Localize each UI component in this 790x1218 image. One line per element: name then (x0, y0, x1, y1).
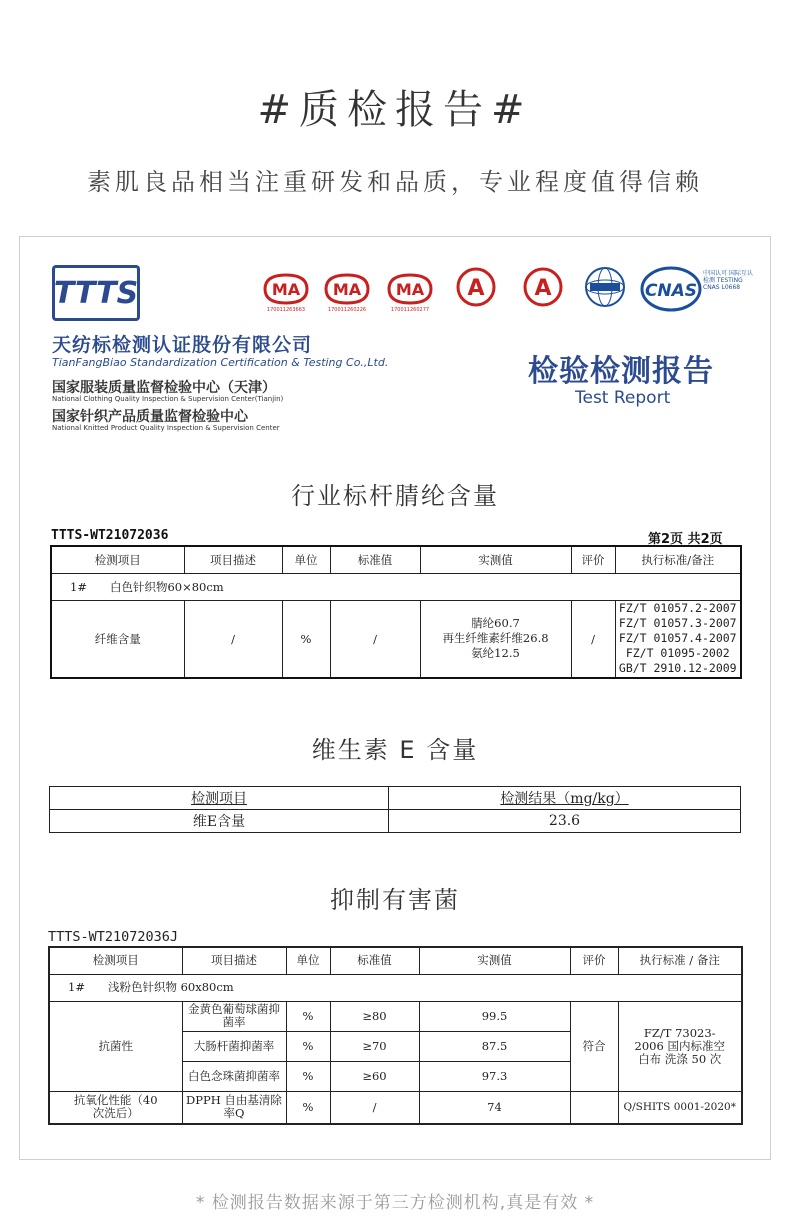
fiber-content-table (50, 545, 742, 679)
ma-number: 170011260226 (327, 307, 367, 313)
section-title-antibacterial: 抑制有害菌 (330, 886, 460, 914)
standard-line: FZ/T 01095-2002 (625, 646, 730, 661)
report-code: TTTS-WT21072036J (48, 929, 179, 945)
desc-cell: 白色念珠菌抑菌率 (182, 1061, 286, 1091)
center1-name-cn: 国家服装质量监督检验中心（天津） (52, 380, 276, 396)
standards-cell (615, 600, 741, 678)
standard-line: FZ/T 01057.2-2007 (618, 601, 737, 616)
item-cell: 纤维含量 (51, 600, 184, 678)
measured-line: 再生纤维素纤维26.8 (442, 631, 549, 646)
ttts-logo: TTTS (52, 265, 140, 321)
cal-mark-icon (455, 266, 497, 308)
footnote: * 检测报告数据来源于第三方检测机构,真是有效 * (195, 1193, 595, 1213)
header-cell: 单位 (286, 947, 330, 974)
desc-cell: DPPH 自由基清除率Q (182, 1091, 286, 1124)
measured-cell: 97.3 (419, 1061, 570, 1091)
cma-mark-icon (261, 272, 311, 306)
header-cell: 检测结果（mg/kg） (389, 787, 741, 810)
desc-cell: 大肠杆菌抑菌率 (182, 1031, 286, 1061)
header-cell: 实测值 (420, 546, 571, 573)
ma-number: 170011263663 (266, 307, 306, 313)
ma-label: MA (395, 280, 425, 299)
standard-cell: / (330, 1091, 419, 1124)
measured-cell: 99.5 (419, 1001, 570, 1031)
standard-line: FZ/T 01057.3-2007 (618, 616, 737, 631)
evaluation-cell (570, 1091, 618, 1124)
desc-cell: / (184, 600, 282, 678)
ma-label: MA (332, 280, 362, 299)
page-subtitle: 素肌良品相当注重研发和品质，专业程度值得信赖 (87, 168, 703, 196)
ma-label: MA (271, 280, 301, 299)
evaluation-cell: / (571, 600, 615, 678)
table-header-row (51, 546, 741, 573)
ma-number: 170011260277 (390, 307, 430, 313)
header-cell: 执行标准 / 备注 (618, 947, 742, 974)
ca-label: A (467, 276, 485, 301)
cma-mark-icon (322, 272, 372, 306)
section-title-vitamin-e: 维生素 E 含量 (311, 736, 479, 764)
header-cell: 评价 (571, 546, 615, 573)
header-cell: 评价 (570, 947, 618, 974)
center1-name-en: National Clothing Quality Inspection & Supervision Center(Tianjin) (52, 395, 284, 403)
page-title: #质检报告# (257, 87, 533, 133)
table-header-row (49, 947, 742, 974)
report-code: TTTS-WT21072036 (51, 528, 169, 543)
measured-cell: 74 (419, 1091, 570, 1124)
ca-label: A (534, 276, 552, 301)
evaluation-cell: 符合 (570, 1001, 618, 1091)
center2-name-en: National Knitted Product Quality Inspection & Supervision Center (52, 424, 280, 432)
vitamin-e-table (49, 786, 741, 833)
item-cell: 抗菌性 (49, 1001, 182, 1091)
standard-line: FZ/T 01057.4-2007 (618, 631, 737, 646)
header-cell: 标准值 (330, 947, 419, 974)
ilac-mra-logo-icon (584, 266, 626, 308)
result-cell: 23.6 (389, 810, 741, 833)
unit-cell: % (286, 1091, 330, 1124)
section-title-fiber: 行业标杆腈纶含量 (291, 482, 499, 510)
desc-cell: 金黄色葡萄球菌抑菌率 (182, 1001, 286, 1031)
table-row (49, 1091, 742, 1124)
standard-cell: / (330, 600, 420, 678)
header-cell: 实测值 (419, 947, 570, 974)
page-indicator: 第2页 共2页 (648, 532, 723, 547)
cnas-logo-icon (640, 266, 702, 312)
sample-cell: 1# 浅粉色针织物 60x80cm (49, 974, 742, 1001)
center2-name-cn: 国家针织产品质量监督检验中心 (52, 409, 248, 425)
sample-row (51, 573, 741, 600)
company-name-en: TianFangBiao Standardization Certification & Testing Co.,Ltd. (52, 356, 389, 369)
standard-cell: ≥80 (330, 1001, 419, 1031)
standards-cell: Q/SHITS 0001-2020* (618, 1091, 742, 1124)
measured-cell: 87.5 (419, 1031, 570, 1061)
company-name-cn: 天纺标检测认证股份有限公司 (52, 334, 313, 356)
cal-mark-icon (522, 266, 564, 308)
header-cell: 检测项目 (50, 787, 389, 810)
standard-cell: ≥60 (330, 1061, 419, 1091)
header-cell: 标准值 (330, 546, 420, 573)
standard-cell: ≥70 (330, 1031, 419, 1061)
sample-cell: 1# 白色针织物60×80cm (51, 573, 741, 600)
cnas-label: CNAS (644, 281, 698, 301)
header-cell: 项目描述 (184, 546, 282, 573)
unit-cell: % (286, 1001, 330, 1031)
table-header-row (50, 787, 741, 810)
measured-line: 腈纶60.7 (471, 616, 520, 631)
report-title-en: Test Report (575, 388, 671, 408)
standard-line: GB/T 2910.12-2009 (618, 661, 737, 676)
header-cell: 项目描述 (182, 947, 286, 974)
item-cell: 抗氧化性能（40次洗后） (49, 1091, 182, 1124)
unit-cell: % (286, 1031, 330, 1061)
header-cell: 单位 (282, 546, 330, 573)
cma-mark-icon (385, 272, 435, 306)
unit-cell: % (286, 1061, 330, 1091)
sample-row (49, 974, 742, 1001)
report-title-cn: 检验检测报告 (528, 354, 714, 389)
cnas-caption: 中国认可 国际互认 检测 TESTING CNAS L0668 (703, 270, 753, 291)
unit-cell: % (282, 600, 330, 678)
header-cell: 检测项目 (49, 947, 182, 974)
item-cell: 维E含量 (50, 810, 389, 833)
header-cell: 执行标准/备注 (615, 546, 741, 573)
table-row (49, 1001, 742, 1031)
measured-cell (420, 600, 571, 678)
table-row (51, 600, 741, 678)
measured-line: 氨纶12.5 (471, 646, 520, 661)
antibacterial-table (48, 946, 743, 1125)
standards-cell: FZ/T 73023-2006 国内标准空白布 洗涤 50 次 (618, 1001, 742, 1091)
header-cell: 检测项目 (51, 546, 184, 573)
table-row (50, 810, 741, 833)
